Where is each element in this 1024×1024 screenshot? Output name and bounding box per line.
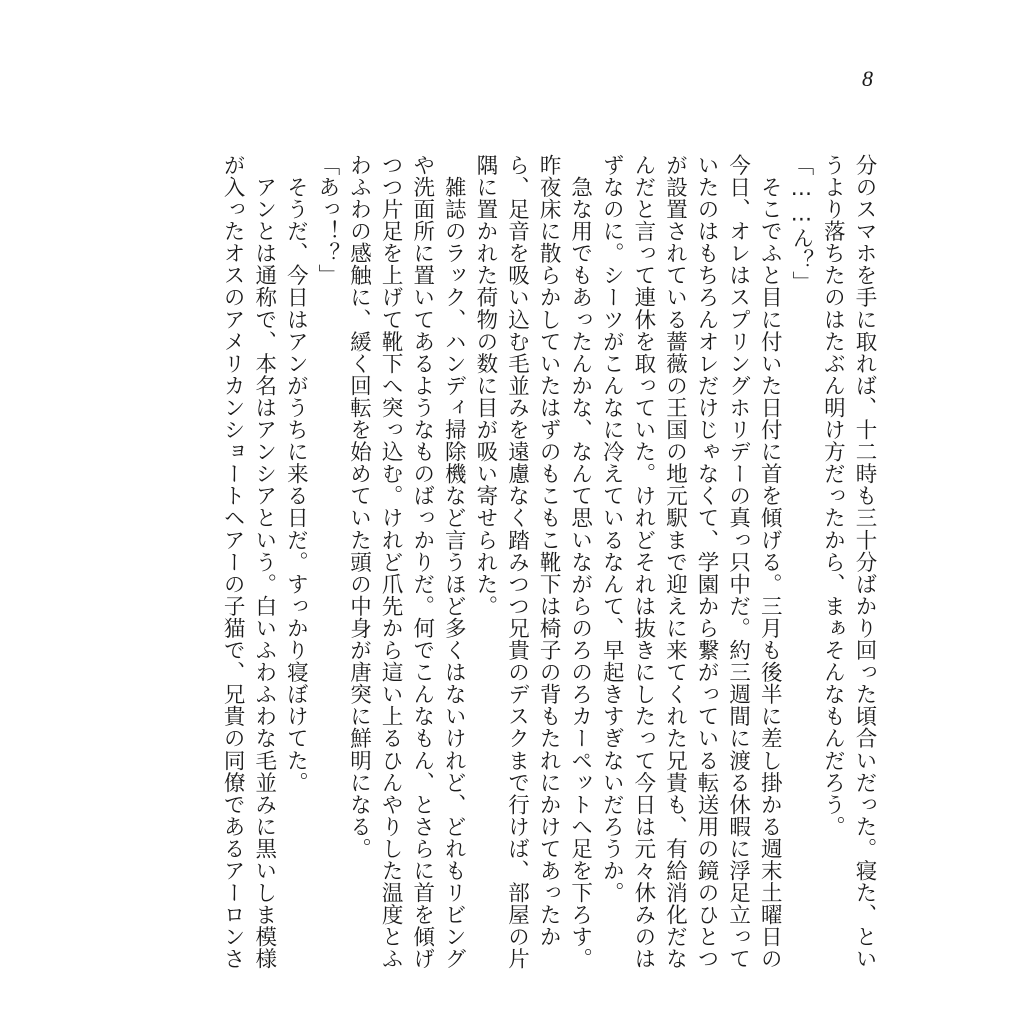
- text-line: うより落ちたのはたぶん明け方だったから、まぁそんなもんだろう。: [820, 154, 846, 838]
- text-line: わふわの感触に、緩く回転を始めていた頭の中身が唐突に鮮明になる。: [346, 154, 372, 860]
- text-line: 隅に置かれた荷物の数に目が吸い寄せられた。: [472, 154, 498, 618]
- text-line: が入ったオスのアメリカンショートヘアーの子猫で、兄貴の同僚であるアーロンさ: [220, 154, 246, 970]
- text-line: ら、足音を吸い込む毛並みを遠慮なく踏みつつ兄貴のデスクまで行けば、部屋の片: [504, 154, 530, 970]
- page-number: 8: [862, 66, 873, 91]
- text-line: 昨夜床に散らかしていたはずのもこもこ靴下は椅子の背もたれにかけてあったか: [536, 154, 562, 948]
- text-line: 今日、オレはスプリングホリデーの真っ只中だ。約三週間に渡る休暇に浮足立って: [725, 154, 751, 970]
- text-line: 急な用でもあったんかな、なんて思いながらのろのろカーペットへ足を下ろす。: [567, 154, 593, 970]
- text-line: そうだ、今日はアンがうちに来る日だ。すっかり寝ぼけてた。: [283, 154, 309, 794]
- text-line: ずなのに。シーツがこんなに冷えているなんて、早起きすぎないだろうか。: [599, 154, 625, 904]
- text-line: んだと言って連休を取っていた。けれどそれは抜きにしたって今日は元々休みのは: [630, 154, 656, 970]
- text-line: 「……ん？」: [788, 154, 814, 294]
- novel-text-body: [183, 154, 880, 970]
- text-line: いたのはもちろんオレだけじゃなくて、学園から繋がっている転送用の鏡のひとつ: [694, 154, 720, 970]
- text-line: つつ片足を上げて靴下へ突っ込む。けれど爪先から這い上るひんやりした温度とふ: [378, 154, 404, 970]
- text-line: 「あっ！？」: [314, 154, 340, 287]
- text-line: や洗面所に置いてあるようなものばっかりだ。何でこんなもん、とさらに首を傾げ: [409, 154, 435, 970]
- text-line: が設置されている薔薇の王国の地元駅まで迎えに来てくれた兄貴も、有給消化だな: [662, 154, 688, 970]
- text-line: そこでふと目に付いた日付に首を傾げる。三月も後半に差し掛かる週末土曜日の: [757, 154, 783, 970]
- text-line: 雑誌のラック、ハンディ掃除機など言うほど多くはないけれど、どれもリビング: [441, 154, 467, 970]
- text-line: アンとは通称で、本名はアンシアという。白いふわふわな毛並みに黒いしま模様: [251, 154, 277, 970]
- text-line: 分のスマホを手に取れば、十二時も三十分ばかり回った頃合いだった。寝た、とい: [852, 154, 877, 970]
